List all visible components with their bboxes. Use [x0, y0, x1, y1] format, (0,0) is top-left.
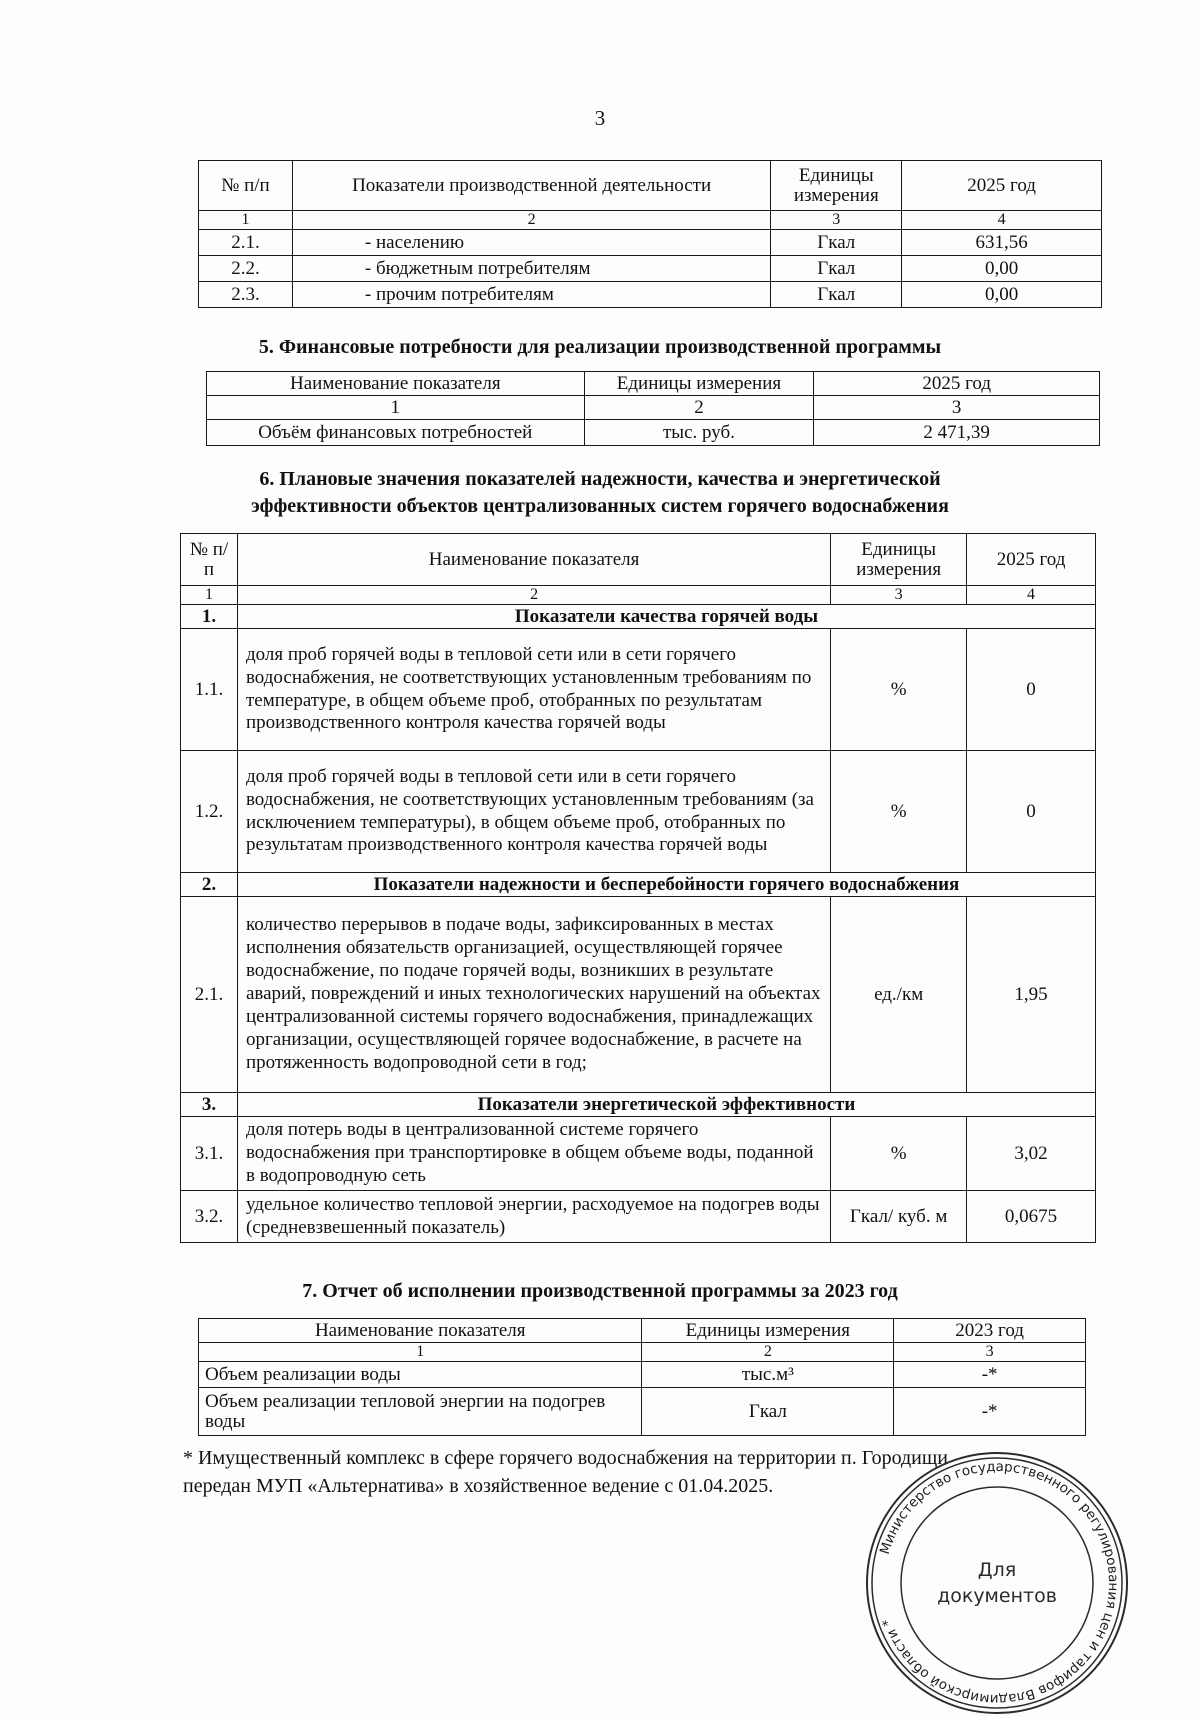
row-unit: ед./км [831, 897, 967, 1093]
table-row [199, 230, 1102, 256]
header-year: 2025 год [814, 372, 1100, 396]
table-row [181, 897, 1096, 1093]
group-row [181, 605, 1096, 629]
financial-needs-table [206, 371, 1100, 446]
table-row [181, 629, 1096, 751]
row-unit: Гкал [642, 1388, 894, 1436]
table-row [181, 1191, 1096, 1243]
official-stamp [862, 1448, 1132, 1718]
row-num: 3.2. [181, 1191, 238, 1243]
row-unit: Гкал [771, 256, 902, 282]
row-value: 3,02 [967, 1117, 1096, 1191]
reliability-indicators-table [180, 533, 1096, 1243]
group-title: Показатели качества горячей воды [237, 605, 1095, 629]
row-name: доля потерь воды в централизованной системе горячего водоснабжения при транспортировке в общем объеме воды, поданной в водопроводную сеть [237, 1117, 830, 1191]
group-num: 3. [181, 1093, 238, 1117]
row-num: 3.1. [181, 1117, 238, 1191]
row-num: 1.2. [181, 751, 238, 873]
group-title: Показатели надежности и бесперебойности горячего водоснабжения [237, 873, 1095, 897]
row-name: Объем реализации воды [199, 1362, 642, 1388]
row-unit: Гкал/ куб. м [831, 1191, 967, 1243]
row-name: количество перерывов в подаче воды, зафиксированных в местах исполнения обязательств организацией, осуществляющей горячее водоснабжение, по подаче горячей воды, возникших в результате аварий, повреждений и иных технологических нарушений на объектах централизованной системы горячего водоснабжения, принадлежащих организации, осуществляющей горячее водоснабжение, в расчете на протяженность водопроводной сети в год; [237, 897, 830, 1093]
header-unit: Единицы измерения [642, 1319, 894, 1343]
group-row [181, 873, 1096, 897]
group-title: Показатели энергетической эффективности [237, 1093, 1095, 1117]
col-number: 1 [207, 396, 585, 420]
col-number: 3 [814, 396, 1100, 420]
row-value: 0 [967, 751, 1096, 873]
execution-report-table [198, 1318, 1086, 1436]
header-name: Наименование показателя [207, 372, 585, 396]
table-row [199, 282, 1102, 308]
header-indicator: Показатели производственной деятельности [292, 161, 770, 211]
section5-title: 5. Финансовые потребности для реализации производственной программы [258, 336, 942, 358]
col-number: 1 [181, 586, 238, 605]
row-num: 2.2. [199, 256, 293, 282]
production-indicators-table [198, 160, 1102, 308]
row-name: Объем реализации тепловой энергии на подогрев воды [199, 1388, 642, 1436]
section6-title-line2: эффективности объектов централизованных систем горячего водоснабжения [251, 495, 949, 517]
col-number: 1 [199, 211, 293, 230]
col-number: 2 [292, 211, 770, 230]
row-unit: тыс. руб. [584, 420, 814, 446]
col-number: 3 [771, 211, 902, 230]
footnote-line2: передан МУП «Альтернатива» в хозяйственное ведение с 01.04.2025. [183, 1474, 774, 1497]
header-unit: Единицы измерения [831, 534, 967, 586]
col-number: 1 [199, 1343, 642, 1362]
row-unit: % [831, 1117, 967, 1191]
header-name: Наименование показателя [199, 1319, 642, 1343]
group-row [181, 1093, 1096, 1117]
table-row [207, 420, 1100, 446]
page-number: 3 [594, 106, 606, 130]
col-number: 3 [831, 586, 967, 605]
header-year: 2025 год [967, 534, 1096, 586]
row-num: 2.1. [199, 230, 293, 256]
row-name: - бюджетным потребителям [292, 256, 770, 282]
row-name: удельное количество тепловой энергии, расходуемое на подогрев воды (средневзвешенный показатель) [237, 1191, 830, 1243]
row-num: 1.1. [181, 629, 238, 751]
group-num: 2. [181, 873, 238, 897]
stamp-ring-text: Министерство государственного регулирования цен и тарифов Владимирской области * [876, 1458, 1122, 1708]
col-number: 3 [894, 1343, 1086, 1362]
header-num: № п/п [199, 161, 293, 211]
row-value: 2 471,39 [814, 420, 1100, 446]
row-name: доля проб горячей воды в тепловой сети или в сети горячего водоснабжения, не соответствующих установленным требованиям (за исключением температуры), в общем объеме проб, отобранных по результатам производственного контроля качества горячей воды [237, 751, 830, 873]
row-unit: % [831, 751, 967, 873]
header-year: 2023 год [894, 1319, 1086, 1343]
row-value: -* [894, 1362, 1086, 1388]
row-value: 0 [967, 629, 1096, 751]
header-num: № п/п [181, 534, 238, 586]
row-num: 2.1. [181, 897, 238, 1093]
row-value: 631,56 [902, 230, 1102, 256]
row-value: 0,00 [902, 256, 1102, 282]
section6-title [0, 466, 1200, 520]
stamp-center-line2: документов [937, 1585, 1057, 1607]
row-num: 2.3. [199, 282, 293, 308]
group-num: 1. [181, 605, 238, 629]
table-row [181, 751, 1096, 873]
col-number: 2 [584, 396, 814, 420]
header-unit: Единицы измерения [584, 372, 814, 396]
header-name: Наименование показателя [237, 534, 830, 586]
row-value: -* [894, 1388, 1086, 1436]
section6-title-line1: 6. Плановые значения показателей надежности, качества и энергетической [259, 468, 941, 490]
header-unit: Единицы измерения [771, 161, 902, 211]
row-unit: Гкал [771, 282, 902, 308]
header-year: 2025 год [902, 161, 1102, 211]
col-number: 2 [642, 1343, 894, 1362]
row-unit: тыс.м³ [642, 1362, 894, 1388]
row-unit: % [831, 629, 967, 751]
row-value: 0,00 [902, 282, 1102, 308]
row-name: - прочим потребителям [292, 282, 770, 308]
row-name: Объём финансовых потребностей [207, 420, 585, 446]
table-row [181, 1117, 1096, 1191]
row-unit: Гкал [771, 230, 902, 256]
stamp-center-line1: Для [977, 1559, 1017, 1581]
row-value: 1,95 [967, 897, 1096, 1093]
section7-title: 7. Отчет об исполнении производственной программы за 2023 год [302, 1280, 898, 1302]
col-number: 4 [902, 211, 1102, 230]
table-row [199, 1362, 1086, 1388]
table-row [199, 256, 1102, 282]
row-value: 0,0675 [967, 1191, 1096, 1243]
col-number: 2 [237, 586, 830, 605]
table-row [199, 1388, 1086, 1436]
footnote-line1: * Имущественный комплекс в сфере горячего водоснабжения на территории п. Городищи [183, 1447, 948, 1469]
row-name: - населению [292, 230, 770, 256]
row-name: доля проб горячей воды в тепловой сети или в сети горячего водоснабжения, не соответствующих установленным требованиям по температуре, в общем объеме проб, отобранных по результатам производственного контроля качества горячей воды [237, 629, 830, 751]
col-number: 4 [967, 586, 1096, 605]
